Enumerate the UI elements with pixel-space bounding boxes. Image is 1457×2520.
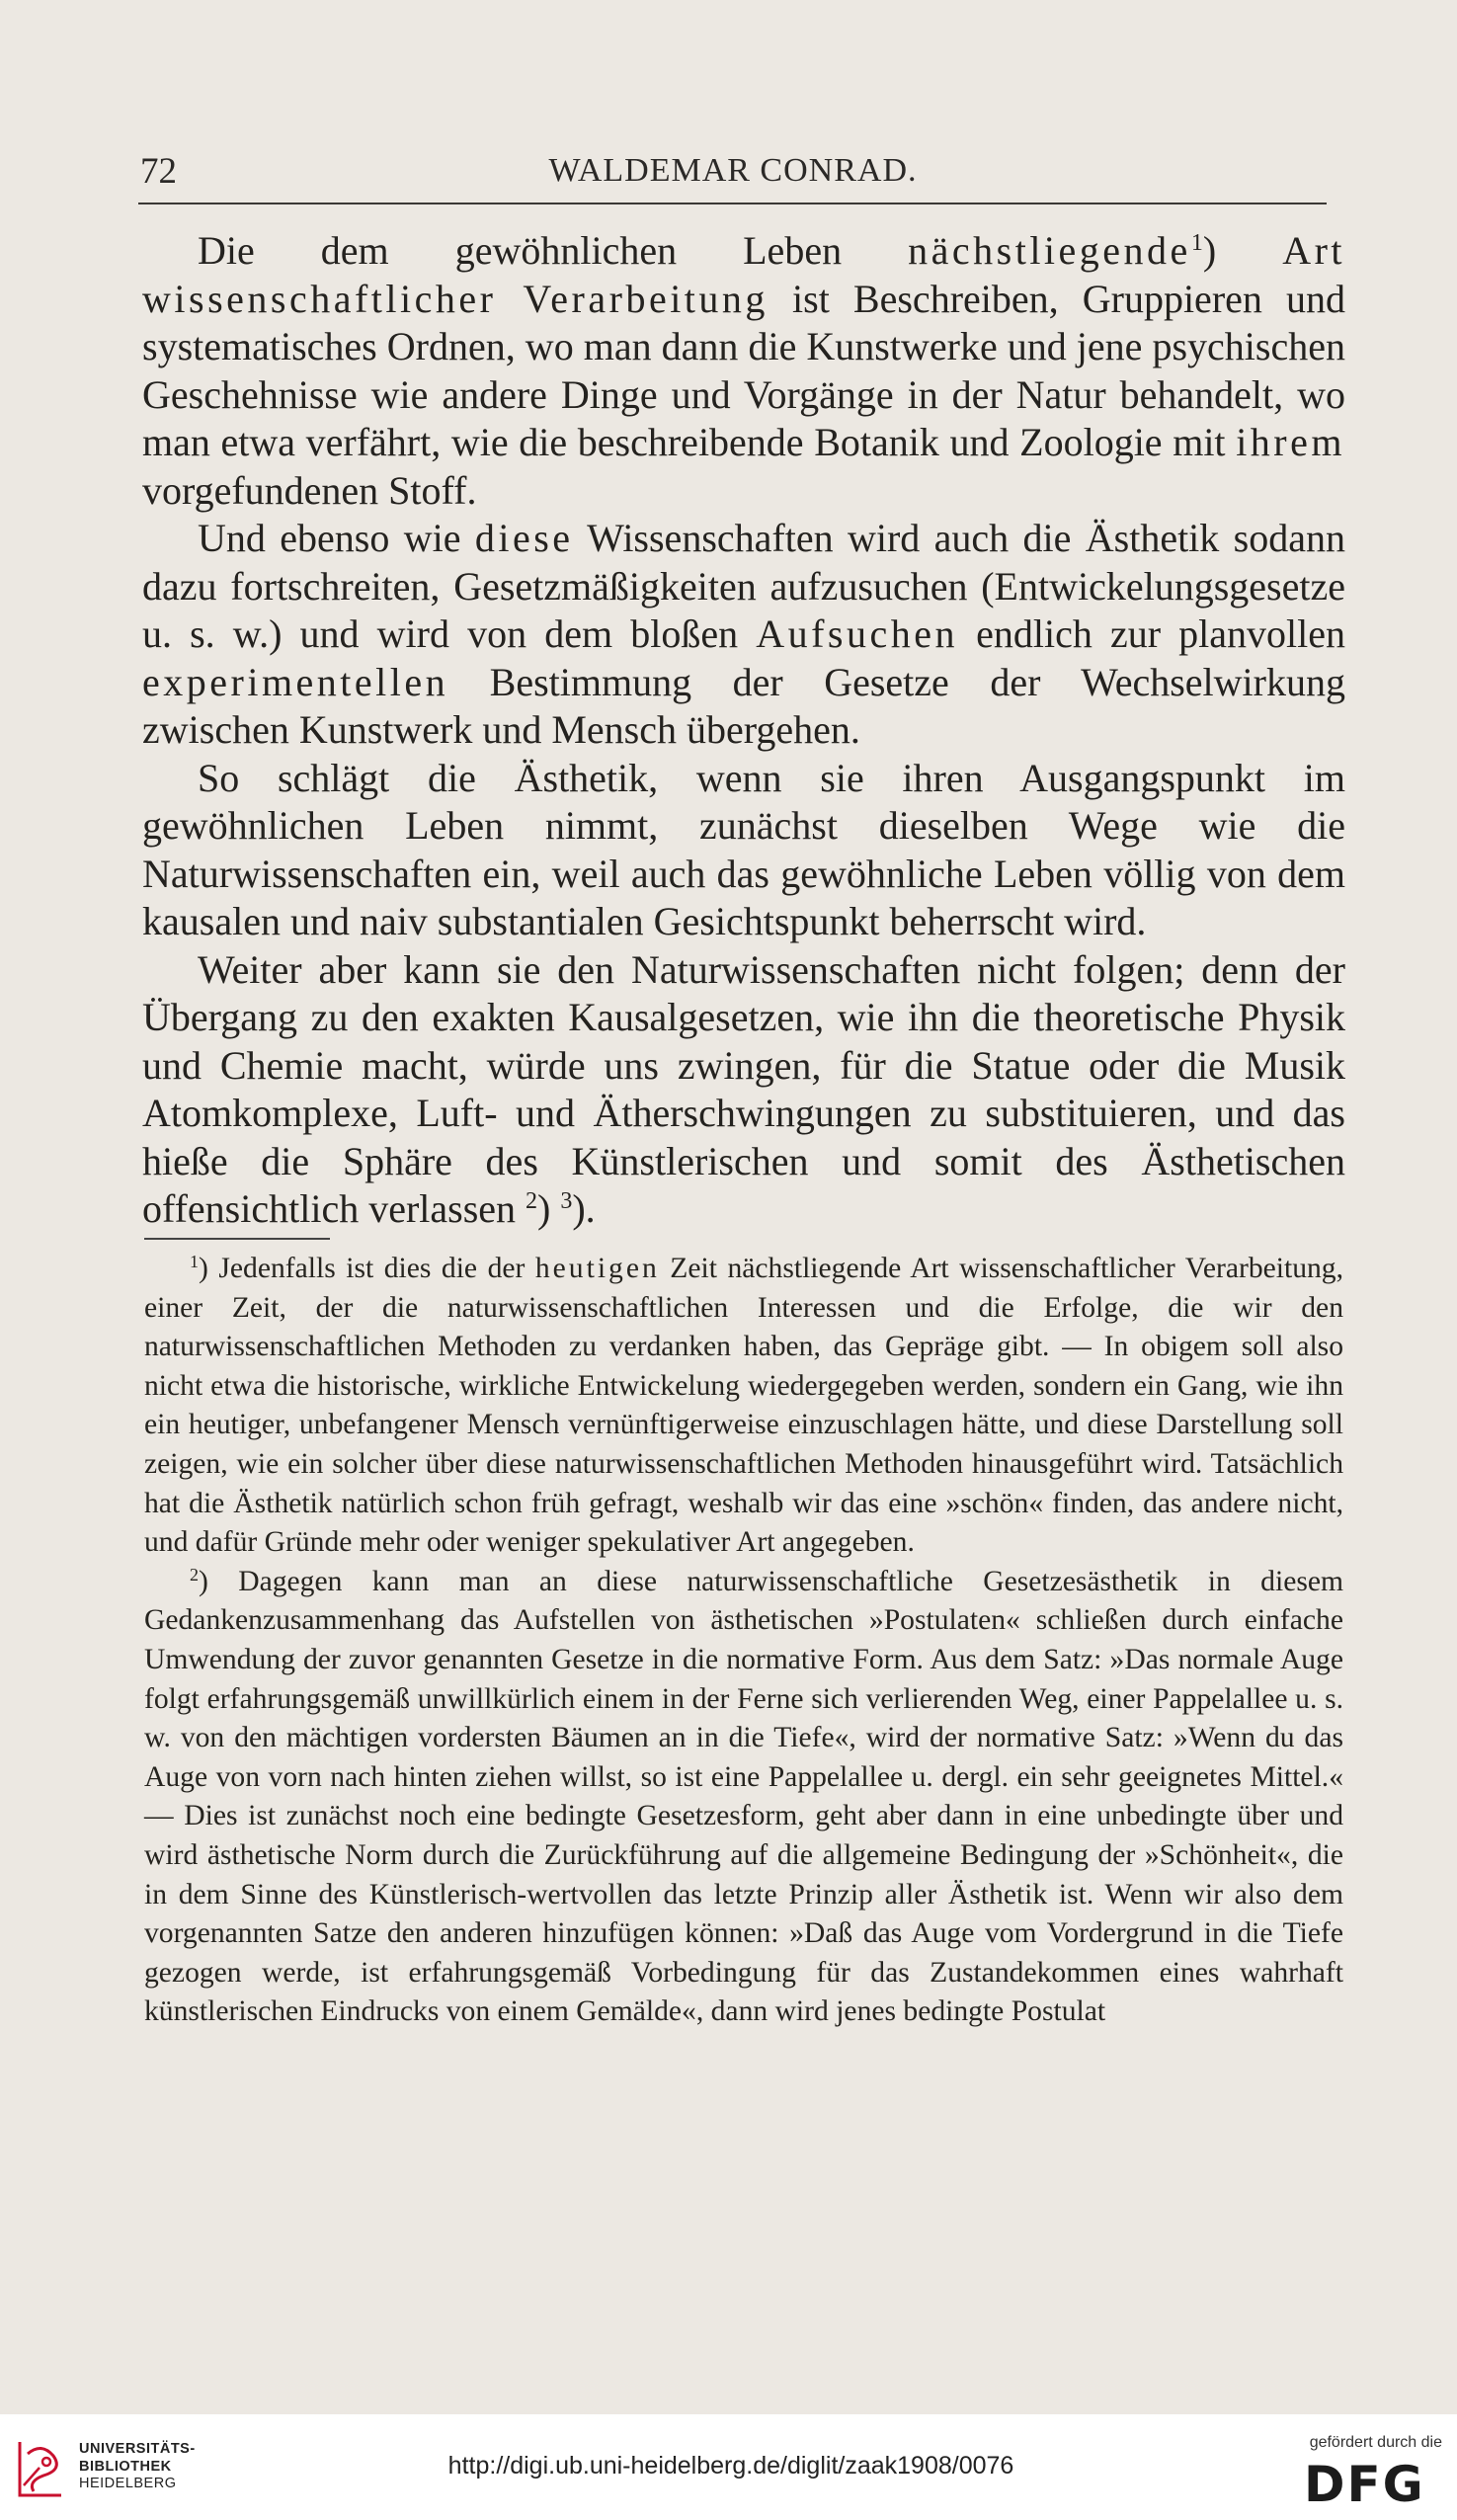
spaced-emphasis: Aufsuchen	[756, 611, 958, 656]
text-run: Wissenschaften wird auch die Ästhetik sodann dazu fortschreiten, Gesetzmäßigkeiten aufzusuchen (Entwickelungsgesetze u. s. w.) und wird von dem bloßen	[142, 516, 1345, 656]
spaced-emphasis: heutigen	[534, 1253, 660, 1284]
running-head	[140, 150, 1326, 200]
text-run: ist Beschreiben, Gruppieren und systematisches Ordnen, wo man dann die Kunstwerke und jene psychischen Geschehnisse wie andere Dinge und Vorgänge in der Natur behandelt, wo man etwa verfährt, wie die beschreibende Botanik und Zoologie mit	[142, 276, 1345, 464]
spaced-emphasis: experimentellen	[142, 659, 449, 704]
university-library-logo-icon	[14, 2438, 69, 2501]
text-run: Und ebenso wie	[198, 516, 475, 560]
text-run: Bestimmung der Gesetze der Wechselwirkung zwischen Kunstwerk und Mensch übergehen.	[142, 659, 1345, 752]
footnote-marker: 3	[560, 1188, 573, 1214]
text-run: ) Dagegen kann man an diese naturwissenschaftliche Gesetzesästhetik in diesem Gedankenzusammenhang das Aufstellen von ästhetischen »Postulaten« schließen durch einfache Umwendung der zuvor genannten Gesetze in die normative Form. Aus dem Satz: »Das normale Auge folgt erfahrungsgemäß unwillkürlich einem in der Ferne sich verlierenden Weg, einer Pappelallee u. s. w. von den mächtigen vordersten Bäumen an in die Tiefe«, wird der normative Satz: »Wenn du das Auge von vorn nach hinten ziehen willst, so ist eine Pappelallee u. dergl. ein sehr geeignetes Mittel.« — Dies ist zunächst noch eine bedingte Gesetzesform, geht aber dann in eine unbedingte über und wird ästhetische Norm durch die Zurückführung auf die allgemeine Bedingung der »Schönheit«, die in dem Sinne des Künstlerisch-wertvollen das letzte Prinzip aller Ästhetik ist. Wenn wir also dem vorgenannten Satze den anderen hinzufügen können: »Daß das Auge vom Vordergrund in die Tiefe gezogen werde, ist erfahrungsgemäß Vorbedingung für das Zustandekommen eines wahrhaft künstlerischen Eindrucks von einem Gemälde«, dann wird jenes bedingte Postulat	[144, 1565, 1343, 2028]
funder-caption: gefördert durch die	[1309, 2434, 1442, 2451]
library-name	[79, 2441, 196, 2493]
text-run: ).	[572, 1186, 596, 1231]
running-title: WALDEMAR CONRAD.	[548, 152, 918, 189]
main-text	[142, 227, 1345, 1234]
footnote-marker: 1	[1190, 230, 1203, 256]
body-paragraph	[142, 227, 1345, 515]
spaced-emphasis: ihrem	[1236, 420, 1345, 464]
spaced-emphasis: diese	[474, 516, 574, 560]
text-run: )	[537, 1186, 561, 1231]
library-name-line: BIBLIOTHEK	[79, 2458, 172, 2475]
footnote-marker: 2	[190, 1564, 199, 1585]
library-name-line: UNIVERSITÄTS-	[79, 2441, 196, 2457]
footnote	[144, 1563, 1343, 2032]
text-run: Zeit nächstliegende Art wissenschaftlicher Verarbeitung, einer Zeit, der die naturwissenschaftlichen Interessen und die Erfolge, die wir den naturwissenschaftlichen Methoden zu verdanken haben, das Gepräge gibt. — In obigem soll also nicht etwa die historische, wirkliche Entwickelung wiedergegeben werden, sondern ein Gang, wie ihn ein heutiger, unbefangener Mensch vernünftigerweise einzuschlagen hätte, und diese Darstellung soll zeigen, wie ein solcher über diese naturwissenschaftlichen Methoden hinausgeführt wird. Tatsächlich hat die Ästhetik natürlich schon früh gefragt, weshalb wir das eine »schön« finden, das andere nicht, und dafür Gründe mehr oder weniger spekulativer Art angegeben.	[144, 1253, 1343, 1559]
body-paragraph	[142, 946, 1345, 1234]
body-paragraph	[142, 515, 1345, 755]
text-run: vorgefundenen Stoff.	[142, 467, 477, 513]
footnote-marker: 1	[190, 1252, 199, 1271]
footnote-marker: 2	[526, 1188, 538, 1214]
text-run: Die dem gewöhnlichen Leben	[198, 228, 909, 273]
footnote	[144, 1250, 1343, 1563]
permalink[interactable]: http://digi.ub.uni-heidelberg.de/diglit/zaak1908/0076	[447, 2452, 1014, 2479]
body-paragraph	[142, 755, 1345, 946]
text-run: Weiter aber kann sie den Naturwissenschaften nicht folgen; denn der Übergang zu den exakten Kausalgesetzen, wie ihn die theoretische Physik und Chemie macht, würde uns zwingen, für die Statue oder die Musik Atomkomplexe, Luft- und Ätherschwingungen zu substituieren, und das hieße die Sphäre des Künstlerischen und somit des Ästhetischen offensichtlich verlassen	[142, 946, 1345, 1231]
text-run: endlich zur planvollen	[957, 611, 1346, 656]
library-name-line: HEIDELBERG	[79, 2476, 177, 2491]
footnotes	[144, 1250, 1343, 2032]
header-rule	[138, 203, 1327, 204]
footnote-rule	[144, 1238, 330, 1240]
viewer-footer	[0, 2414, 1457, 2520]
page-number: 72	[140, 151, 177, 192]
dfg-logo: DFG	[1304, 2456, 1425, 2513]
text-run: ) Jedenfalls ist dies die der	[199, 1253, 535, 1284]
spaced-emphasis: nächstliegende	[908, 228, 1191, 273]
text-run: )	[1202, 228, 1283, 273]
text-run: So schlägt die Ästhetik, wenn sie ihren Ausgangspunkt im gewöhnlichen Leben nimmt, zunächst dieselben Wege wie die Naturwissenschaften ein, weil auch das gewöhnliche Leben völlig von dem kausalen und naiv substantialen Gesichtspunkt beherrscht wird.	[142, 755, 1345, 943]
spaced-emphasis: Art wissenschaftlicher Verarbeitung	[142, 228, 1346, 321]
